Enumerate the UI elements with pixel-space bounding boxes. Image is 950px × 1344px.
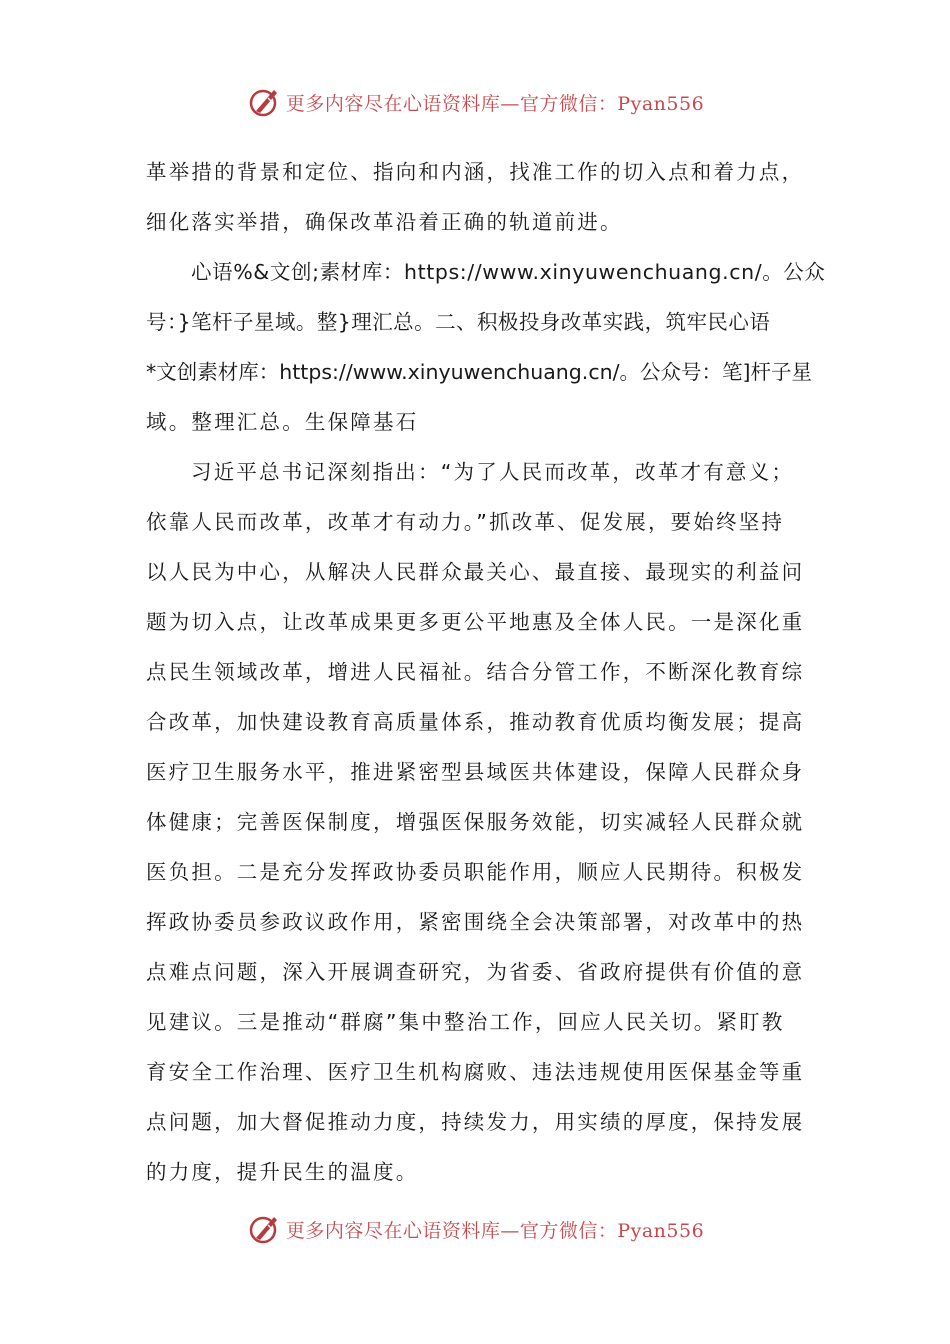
body-line: 点难点问题，深入开展调查研究，为省委、省政府提供有价值的意: [146, 960, 805, 984]
body-line: 以人民为中心，从解决人民群众最关心、最直接、最现实的利益问: [146, 560, 805, 584]
body-line: 合改革，加快建设教育高质量体系，推动教育优质均衡发展；提高: [146, 710, 805, 734]
body-line: 医疗卫生服务水平，推进紧密型县域医共体建设，保障人民群众身: [146, 760, 805, 784]
footer-watermark-text: 更多内容尽在心语资料库—官方微信：Pyan556: [285, 1219, 705, 1242]
footer-watermark: [0, 1209, 950, 1249]
header-watermark-text: 更多内容尽在心语资料库—官方微信：Pyan556: [285, 92, 705, 115]
body-line: 题为切入点，让改革成果更多更公平地惠及全体人民。一是深化重: [146, 610, 805, 634]
body-line: 点问题，加大督促推动力度，持续发力，用实绩的厚度，保持发展: [146, 1110, 805, 1134]
body-line: 挥政协委员参政议政作用，紧密围绕全会决策部署，对改革中的热: [146, 910, 805, 934]
body-line: 习近平总书记深刻指出：“为了人民而改革，改革才有意义；: [191, 460, 795, 484]
body-line: 点民生领域改革，增进人民福祉。结合分管工作，不断深化教育综: [146, 660, 805, 684]
header-watermark: [0, 82, 950, 122]
body-line: 依靠人民而改革，改革才有动力。”抓改革、促发展，要始终坚持: [146, 510, 785, 534]
body-line: 革举措的背景和定位、指向和内涵，找准工作的切入点和着力点，: [146, 160, 805, 184]
body-line: 域。整理汇总。生保障基石: [146, 410, 419, 434]
quill-logo-icon: [246, 84, 282, 120]
quill-logo-icon: [246, 1211, 282, 1247]
body-line: 的力度，提升民生的温度。: [146, 1160, 419, 1184]
body-line: 号：}笔杆子星域。整}理汇总。二、积极投身改革实践，筑牢民心语: [146, 310, 771, 334]
body-line: 细化落实举措，确保改革沿着正确的轨道前进。: [146, 210, 623, 234]
body-line: 体健康；完善医保制度，增强医保服务效能，切实减轻人民群众就: [146, 810, 805, 834]
body-line: 见建议。三是推动“群腐”集中整治工作，回应人民关切。紧盯教: [146, 1010, 785, 1034]
body-line: 育安全工作治理、医疗卫生机构腐败、违法违规使用医保基金等重: [146, 1060, 805, 1084]
body-line: 医负担。二是充分发挥政协委员职能作用，顺应人民期待。积极发: [146, 860, 805, 884]
body-line: *文创素材库：https://www.xinyuwenchuang.cn/。公众号：笔]杆子星: [146, 360, 812, 384]
body-line: 心语%&文创;素材库：https://www.xinyuwenchuang.cn/。公众: [191, 260, 826, 284]
